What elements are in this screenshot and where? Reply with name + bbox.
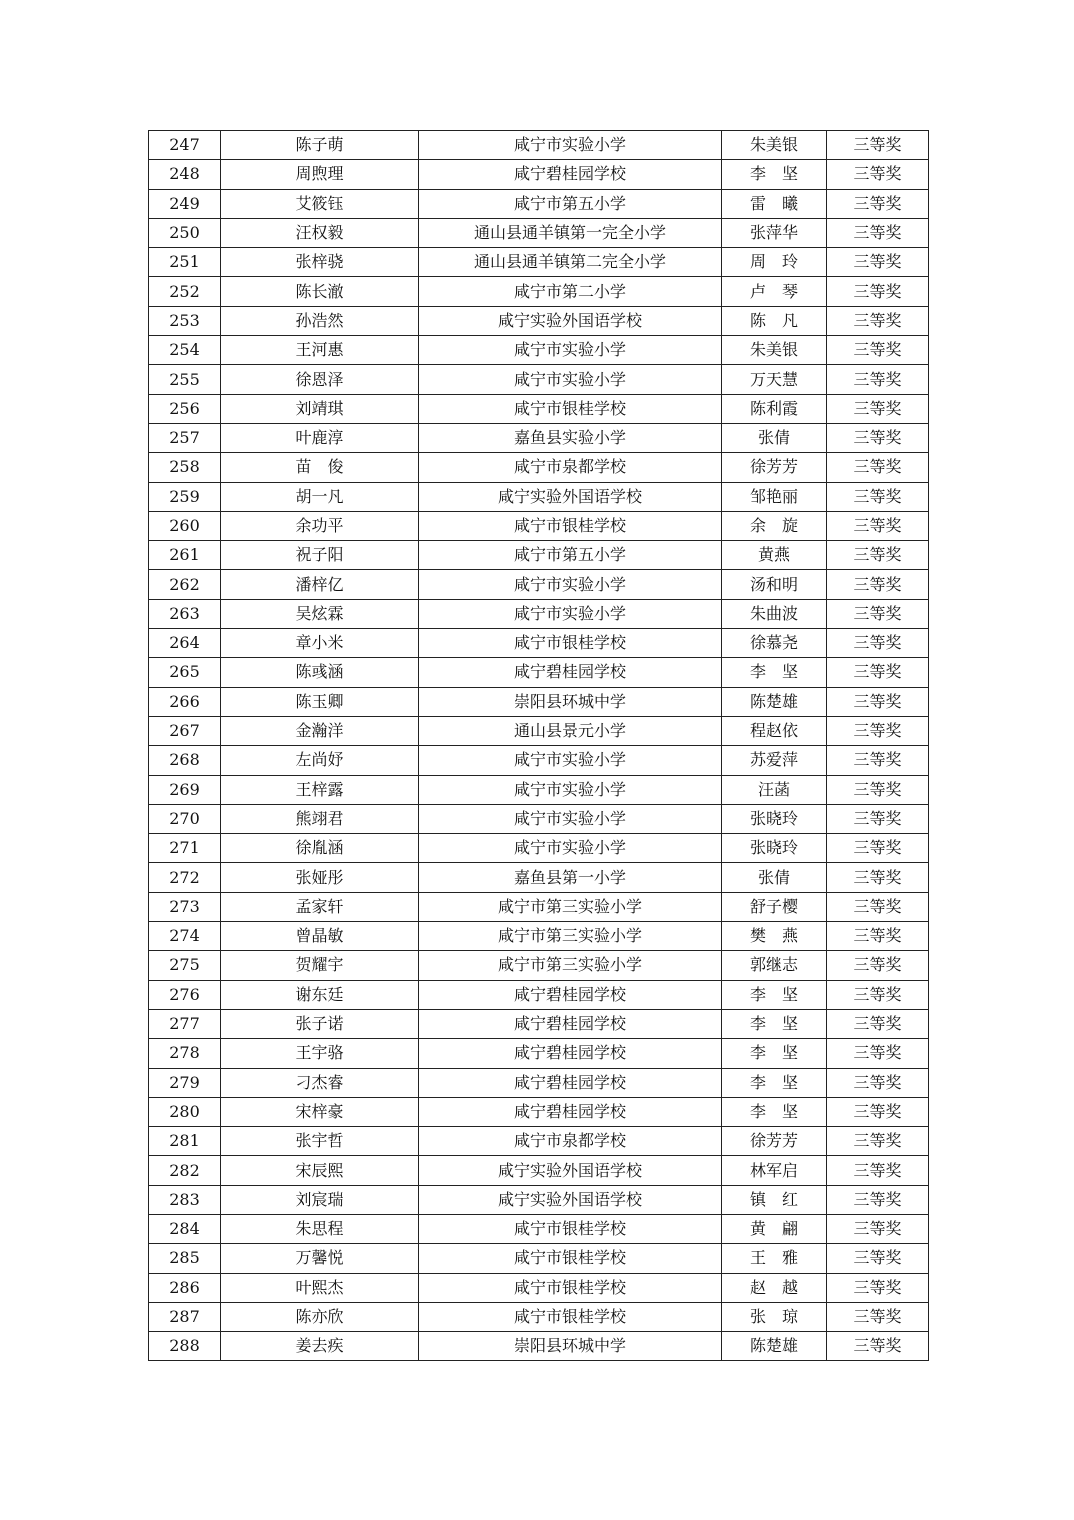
- cell-award: 三等奖: [827, 658, 929, 687]
- cell-award: 三等奖: [827, 980, 929, 1009]
- award-table: [148, 130, 929, 1361]
- cell-number: 265: [149, 658, 221, 687]
- cell-teacher: 万天慧: [722, 365, 827, 394]
- cell-teacher: 卢 琴: [722, 277, 827, 306]
- cell-teacher: 李 坚: [722, 980, 827, 1009]
- cell-school: 咸宁碧桂园学校: [419, 1009, 722, 1038]
- cell-teacher: 张 琼: [722, 1302, 827, 1331]
- cell-number: 255: [149, 365, 221, 394]
- cell-school: 咸宁市银桂学校: [419, 629, 722, 658]
- cell-number: 250: [149, 218, 221, 247]
- cell-number: 249: [149, 189, 221, 218]
- cell-award: 三等奖: [827, 716, 929, 745]
- cell-student-name: 王河惠: [221, 336, 419, 365]
- cell-number: 273: [149, 892, 221, 921]
- table-row: [149, 687, 929, 716]
- cell-school: 咸宁碧桂园学校: [419, 160, 722, 189]
- table-row: [149, 1332, 929, 1361]
- cell-student-name: 张子诺: [221, 1009, 419, 1038]
- cell-school: 咸宁市银桂学校: [419, 394, 722, 423]
- cell-school: 咸宁市实验小学: [419, 804, 722, 833]
- cell-teacher: 雷 曦: [722, 189, 827, 218]
- cell-school: 咸宁市泉都学校: [419, 453, 722, 482]
- cell-award: 三等奖: [827, 1097, 929, 1126]
- cell-teacher: 余 旋: [722, 511, 827, 540]
- table-row: [149, 658, 929, 687]
- cell-school: 咸宁市实验小学: [419, 570, 722, 599]
- cell-school: 咸宁碧桂园学校: [419, 1039, 722, 1068]
- cell-teacher: 苏爱萍: [722, 746, 827, 775]
- cell-teacher: 邹艳丽: [722, 482, 827, 511]
- cell-school: 咸宁市实验小学: [419, 599, 722, 628]
- cell-teacher: 徐芳芳: [722, 1127, 827, 1156]
- cell-teacher: 汪菡: [722, 775, 827, 804]
- cell-number: 277: [149, 1009, 221, 1038]
- cell-award: 三等奖: [827, 131, 929, 160]
- cell-student-name: 徐胤涵: [221, 834, 419, 863]
- cell-school: 咸宁碧桂园学校: [419, 1097, 722, 1126]
- cell-number: 253: [149, 306, 221, 335]
- cell-school: 咸宁市银桂学校: [419, 511, 722, 540]
- cell-number: 266: [149, 687, 221, 716]
- cell-student-name: 孟家轩: [221, 892, 419, 921]
- cell-student-name: 刘宸瑞: [221, 1185, 419, 1214]
- cell-teacher: 林军启: [722, 1156, 827, 1185]
- cell-student-name: 祝子阳: [221, 541, 419, 570]
- cell-school: 咸宁实验外国语学校: [419, 482, 722, 511]
- cell-school: 咸宁碧桂园学校: [419, 658, 722, 687]
- cell-award: 三等奖: [827, 1302, 929, 1331]
- cell-student-name: 余功平: [221, 511, 419, 540]
- cell-number: 254: [149, 336, 221, 365]
- cell-student-name: 陈长澈: [221, 277, 419, 306]
- cell-number: 286: [149, 1273, 221, 1302]
- cell-teacher: 樊 燕: [722, 922, 827, 951]
- cell-student-name: 刁杰睿: [221, 1068, 419, 1097]
- cell-award: 三等奖: [827, 306, 929, 335]
- cell-award: 三等奖: [827, 423, 929, 452]
- cell-award: 三等奖: [827, 482, 929, 511]
- cell-teacher: 汤和明: [722, 570, 827, 599]
- cell-number: 284: [149, 1214, 221, 1243]
- cell-teacher: 张晓玲: [722, 834, 827, 863]
- cell-school: 通山县景元小学: [419, 716, 722, 745]
- cell-number: 260: [149, 511, 221, 540]
- cell-number: 263: [149, 599, 221, 628]
- table-row: [149, 453, 929, 482]
- cell-student-name: 谢东廷: [221, 980, 419, 1009]
- cell-number: 267: [149, 716, 221, 745]
- cell-teacher: 黄燕: [722, 541, 827, 570]
- cell-student-name: 左尚妤: [221, 746, 419, 775]
- cell-award: 三等奖: [827, 1332, 929, 1361]
- cell-school: 咸宁市实验小学: [419, 775, 722, 804]
- cell-award: 三等奖: [827, 599, 929, 628]
- cell-number: 259: [149, 482, 221, 511]
- cell-teacher: 陈楚雄: [722, 1332, 827, 1361]
- cell-school: 嘉鱼县实验小学: [419, 423, 722, 452]
- cell-award: 三等奖: [827, 775, 929, 804]
- cell-school: 咸宁市实验小学: [419, 131, 722, 160]
- cell-number: 262: [149, 570, 221, 599]
- cell-student-name: 张宇哲: [221, 1127, 419, 1156]
- cell-award: 三等奖: [827, 1185, 929, 1214]
- table-row: [149, 1156, 929, 1185]
- cell-award: 三等奖: [827, 1244, 929, 1273]
- table-row: [149, 1009, 929, 1038]
- cell-school: 咸宁市泉都学校: [419, 1127, 722, 1156]
- cell-teacher: 郭继志: [722, 951, 827, 980]
- cell-teacher: 张倩: [722, 423, 827, 452]
- table-row: [149, 746, 929, 775]
- cell-number: 285: [149, 1244, 221, 1273]
- cell-student-name: 周煦理: [221, 160, 419, 189]
- cell-number: 256: [149, 394, 221, 423]
- cell-school: 咸宁市实验小学: [419, 834, 722, 863]
- award-table-body: [149, 131, 929, 1361]
- cell-student-name: 王梓露: [221, 775, 419, 804]
- cell-award: 三等奖: [827, 746, 929, 775]
- cell-number: 270: [149, 804, 221, 833]
- cell-student-name: 张娅彤: [221, 863, 419, 892]
- cell-school: 咸宁碧桂园学校: [419, 980, 722, 1009]
- cell-student-name: 曾晶敏: [221, 922, 419, 951]
- cell-school: 咸宁实验外国语学校: [419, 1185, 722, 1214]
- cell-number: 275: [149, 951, 221, 980]
- table-row: [149, 1214, 929, 1243]
- cell-school: 咸宁市银桂学校: [419, 1273, 722, 1302]
- cell-school: 咸宁实验外国语学校: [419, 1156, 722, 1185]
- cell-award: 三等奖: [827, 189, 929, 218]
- cell-student-name: 朱思程: [221, 1214, 419, 1243]
- cell-teacher: 张萍华: [722, 218, 827, 247]
- cell-award: 三等奖: [827, 453, 929, 482]
- cell-number: 279: [149, 1068, 221, 1097]
- cell-award: 三等奖: [827, 1273, 929, 1302]
- cell-award: 三等奖: [827, 277, 929, 306]
- cell-award: 三等奖: [827, 160, 929, 189]
- table-row: [149, 599, 929, 628]
- cell-award: 三等奖: [827, 1127, 929, 1156]
- cell-number: 278: [149, 1039, 221, 1068]
- cell-student-name: 叶熙杰: [221, 1273, 419, 1302]
- cell-student-name: 叶鹿淳: [221, 423, 419, 452]
- cell-number: 271: [149, 834, 221, 863]
- cell-school: 通山县通羊镇第一完全小学: [419, 218, 722, 247]
- cell-student-name: 胡一凡: [221, 482, 419, 511]
- cell-number: 287: [149, 1302, 221, 1331]
- cell-award: 三等奖: [827, 804, 929, 833]
- cell-teacher: 李 坚: [722, 658, 827, 687]
- cell-school: 咸宁碧桂园学校: [419, 1068, 722, 1097]
- cell-award: 三等奖: [827, 365, 929, 394]
- cell-award: 三等奖: [827, 336, 929, 365]
- cell-award: 三等奖: [827, 629, 929, 658]
- table-row: [149, 716, 929, 745]
- cell-school: 通山县通羊镇第二完全小学: [419, 248, 722, 277]
- cell-student-name: 张梓骁: [221, 248, 419, 277]
- cell-teacher: 李 坚: [722, 1068, 827, 1097]
- cell-number: 280: [149, 1097, 221, 1126]
- cell-student-name: 陈彧涵: [221, 658, 419, 687]
- cell-teacher: 李 坚: [722, 1039, 827, 1068]
- cell-school: 崇阳县环城中学: [419, 687, 722, 716]
- cell-school: 咸宁实验外国语学校: [419, 306, 722, 335]
- cell-student-name: 艾筱钰: [221, 189, 419, 218]
- cell-student-name: 孙浩然: [221, 306, 419, 335]
- cell-award: 三等奖: [827, 248, 929, 277]
- table-row: [149, 834, 929, 863]
- cell-award: 三等奖: [827, 394, 929, 423]
- cell-teacher: 徐慕尧: [722, 629, 827, 658]
- cell-award: 三等奖: [827, 541, 929, 570]
- cell-award: 三等奖: [827, 1214, 929, 1243]
- cell-school: 咸宁市银桂学校: [419, 1302, 722, 1331]
- cell-teacher: 王 雅: [722, 1244, 827, 1273]
- table-row: [149, 394, 929, 423]
- table-row: [149, 922, 929, 951]
- cell-school: 咸宁市第三实验小学: [419, 922, 722, 951]
- cell-award: 三等奖: [827, 892, 929, 921]
- cell-number: 269: [149, 775, 221, 804]
- cell-teacher: 李 坚: [722, 1009, 827, 1038]
- table-row: [149, 629, 929, 658]
- table-row: [149, 570, 929, 599]
- cell-teacher: 周 玲: [722, 248, 827, 277]
- cell-student-name: 宋辰熙: [221, 1156, 419, 1185]
- cell-student-name: 陈玉卿: [221, 687, 419, 716]
- cell-school: 咸宁市第三实验小学: [419, 892, 722, 921]
- cell-award: 三等奖: [827, 863, 929, 892]
- cell-student-name: 刘靖琪: [221, 394, 419, 423]
- table-row: [149, 131, 929, 160]
- table-row: [149, 863, 929, 892]
- cell-teacher: 赵 越: [722, 1273, 827, 1302]
- table-row: [149, 189, 929, 218]
- cell-award: 三等奖: [827, 1009, 929, 1038]
- cell-award: 三等奖: [827, 951, 929, 980]
- cell-student-name: 熊翊君: [221, 804, 419, 833]
- cell-student-name: 徐恩泽: [221, 365, 419, 394]
- cell-student-name: 章小米: [221, 629, 419, 658]
- table-row: [149, 277, 929, 306]
- cell-number: 258: [149, 453, 221, 482]
- table-row: [149, 511, 929, 540]
- cell-student-name: 苗 俊: [221, 453, 419, 482]
- cell-teacher: 陈利霞: [722, 394, 827, 423]
- cell-number: 282: [149, 1156, 221, 1185]
- cell-number: 257: [149, 423, 221, 452]
- cell-teacher: 程赵依: [722, 716, 827, 745]
- table-row: [149, 1302, 929, 1331]
- cell-teacher: 李 坚: [722, 160, 827, 189]
- cell-school: 咸宁市实验小学: [419, 365, 722, 394]
- table-row: [149, 775, 929, 804]
- cell-teacher: 张晓玲: [722, 804, 827, 833]
- cell-award: 三等奖: [827, 1156, 929, 1185]
- table-row: [149, 1068, 929, 1097]
- cell-school: 咸宁市银桂学校: [419, 1214, 722, 1243]
- cell-teacher: 镇 红: [722, 1185, 827, 1214]
- table-row: [149, 336, 929, 365]
- cell-school: 咸宁市第五小学: [419, 189, 722, 218]
- cell-teacher: 舒子樱: [722, 892, 827, 921]
- cell-teacher: 徐芳芳: [722, 453, 827, 482]
- cell-number: 247: [149, 131, 221, 160]
- cell-number: 288: [149, 1332, 221, 1361]
- cell-student-name: 姜去疾: [221, 1332, 419, 1361]
- table-row: [149, 218, 929, 247]
- cell-teacher: 张倩: [722, 863, 827, 892]
- cell-student-name: 吴炫霖: [221, 599, 419, 628]
- table-row: [149, 1185, 929, 1214]
- cell-student-name: 陈亦欣: [221, 1302, 419, 1331]
- cell-teacher: 陈 凡: [722, 306, 827, 335]
- table-row: [149, 423, 929, 452]
- cell-school: 咸宁市第三实验小学: [419, 951, 722, 980]
- table-row: [149, 248, 929, 277]
- cell-number: 276: [149, 980, 221, 1009]
- cell-student-name: 万馨悦: [221, 1244, 419, 1273]
- cell-award: 三等奖: [827, 570, 929, 599]
- table-row: [149, 365, 929, 394]
- table-row: [149, 804, 929, 833]
- table-row: [149, 541, 929, 570]
- cell-school: 崇阳县环城中学: [419, 1332, 722, 1361]
- cell-number: 248: [149, 160, 221, 189]
- table-row: [149, 1039, 929, 1068]
- cell-teacher: 朱美银: [722, 336, 827, 365]
- cell-teacher: 李 坚: [722, 1097, 827, 1126]
- cell-school: 咸宁市银桂学校: [419, 1244, 722, 1273]
- cell-school: 咸宁市实验小学: [419, 746, 722, 775]
- cell-award: 三等奖: [827, 834, 929, 863]
- cell-number: 274: [149, 922, 221, 951]
- cell-student-name: 金瀚洋: [221, 716, 419, 745]
- cell-number: 272: [149, 863, 221, 892]
- table-row: [149, 1273, 929, 1302]
- cell-number: 283: [149, 1185, 221, 1214]
- cell-school: 咸宁市第五小学: [419, 541, 722, 570]
- cell-teacher: 陈楚雄: [722, 687, 827, 716]
- cell-number: 261: [149, 541, 221, 570]
- cell-student-name: 宋梓豪: [221, 1097, 419, 1126]
- table-row: [149, 951, 929, 980]
- cell-student-name: 王宇骆: [221, 1039, 419, 1068]
- cell-teacher: 黄 翩: [722, 1214, 827, 1243]
- cell-award: 三等奖: [827, 1039, 929, 1068]
- table-row: [149, 1127, 929, 1156]
- cell-school: 咸宁市第二小学: [419, 277, 722, 306]
- cell-award: 三等奖: [827, 218, 929, 247]
- cell-award: 三等奖: [827, 511, 929, 540]
- cell-student-name: 陈子萌: [221, 131, 419, 160]
- cell-teacher: 朱美银: [722, 131, 827, 160]
- cell-award: 三等奖: [827, 1068, 929, 1097]
- cell-student-name: 潘梓亿: [221, 570, 419, 599]
- cell-student-name: 汪权毅: [221, 218, 419, 247]
- cell-award: 三等奖: [827, 922, 929, 951]
- cell-student-name: 贺耀宇: [221, 951, 419, 980]
- cell-number: 281: [149, 1127, 221, 1156]
- cell-number: 252: [149, 277, 221, 306]
- table-row: [149, 1244, 929, 1273]
- table-row: [149, 980, 929, 1009]
- cell-number: 268: [149, 746, 221, 775]
- cell-number: 264: [149, 629, 221, 658]
- table-row: [149, 306, 929, 335]
- table-row: [149, 482, 929, 511]
- table-row: [149, 1097, 929, 1126]
- cell-school: 嘉鱼县第一小学: [419, 863, 722, 892]
- table-row: [149, 160, 929, 189]
- cell-school: 咸宁市实验小学: [419, 336, 722, 365]
- table-row: [149, 892, 929, 921]
- cell-number: 251: [149, 248, 221, 277]
- cell-teacher: 朱曲波: [722, 599, 827, 628]
- cell-award: 三等奖: [827, 687, 929, 716]
